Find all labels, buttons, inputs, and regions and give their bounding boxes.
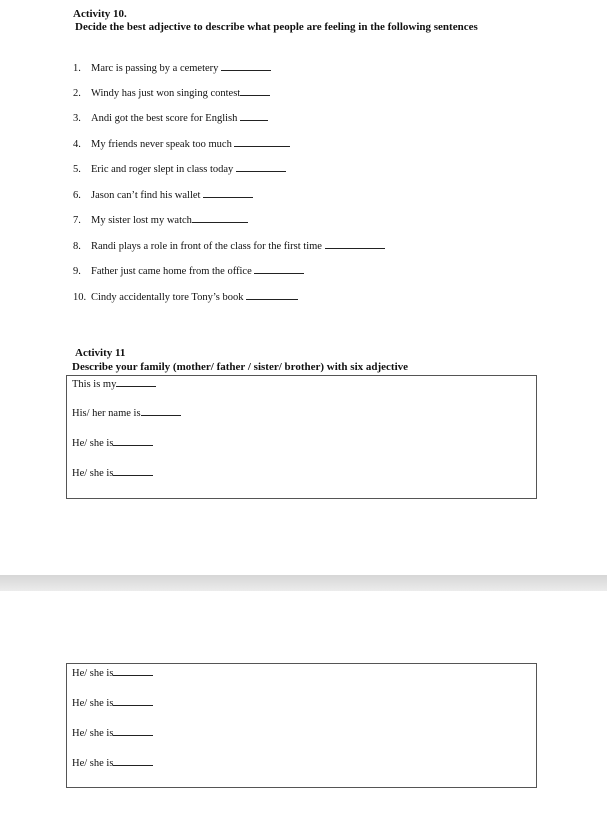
answer-blank[interactable] — [113, 696, 153, 706]
list-item — [73, 137, 290, 150]
answer-box-2 — [66, 663, 537, 788]
answer-blank[interactable] — [113, 436, 153, 446]
answer-blank[interactable] — [113, 756, 153, 766]
answer-blank[interactable] — [113, 466, 153, 476]
prompt-text: He/ she is — [72, 758, 114, 769]
item-text: My sister lost my watch — [91, 215, 192, 226]
prompt-text: His/ her name is — [72, 408, 141, 419]
list-item — [73, 290, 298, 303]
list-item — [73, 213, 248, 226]
answer-box-1 — [66, 375, 537, 499]
prompt-text: He/ she is — [72, 728, 114, 739]
page-break — [0, 575, 607, 591]
answer-line — [72, 436, 153, 449]
activity10-title: Activity 10. — [73, 8, 127, 20]
answer-blank[interactable] — [221, 61, 271, 71]
answer-blank[interactable] — [240, 86, 270, 96]
item-text: Jason can’t find his wallet — [91, 190, 204, 201]
item-text: Randi plays a role in front of the class for the first time — [91, 241, 325, 252]
item-text: Marc is passing by a cemetery — [91, 63, 222, 74]
activity10-instruction: Decide the best adjective to describe what people are feeling in the following sentences — [75, 21, 478, 33]
activity11-title: Activity 11 — [75, 347, 126, 359]
item-text: Windy has just won singing contest — [91, 88, 241, 99]
answer-blank[interactable] — [254, 264, 304, 274]
list-item — [73, 111, 268, 124]
answer-blank[interactable] — [113, 666, 153, 676]
answer-line — [72, 726, 153, 739]
list-item — [73, 86, 270, 99]
item-number: 9. — [73, 266, 81, 277]
prompt-text: This is my — [72, 379, 117, 390]
list-item — [73, 239, 385, 252]
item-number: 3. — [73, 113, 81, 124]
answer-blank[interactable] — [240, 111, 268, 121]
list-item — [73, 61, 271, 74]
answer-line — [72, 377, 156, 390]
answer-blank[interactable] — [325, 239, 385, 249]
list-item — [73, 188, 253, 201]
prompt-text: He/ she is — [72, 668, 114, 679]
activity11-instruction: Describe your family (mother/ father / sister/ brother) with six adjective — [72, 361, 409, 373]
item-text: Father just came home from the office — [91, 266, 255, 277]
answer-blank[interactable] — [234, 137, 290, 147]
answer-line — [72, 466, 153, 479]
item-number: 6. — [73, 190, 81, 201]
item-number: 8. — [73, 241, 81, 252]
item-number: 5. — [73, 164, 81, 175]
answer-blank[interactable] — [203, 188, 253, 198]
prompt-text: He/ she is — [72, 698, 114, 709]
item-number: 4. — [73, 139, 81, 150]
answer-blank[interactable] — [192, 213, 248, 223]
item-number: 1. — [73, 63, 81, 74]
answer-blank[interactable] — [141, 406, 181, 416]
list-item — [73, 264, 304, 277]
answer-blank[interactable] — [113, 726, 153, 736]
answer-line — [72, 666, 153, 679]
prompt-text: He/ she is — [72, 438, 114, 449]
answer-line — [72, 756, 153, 769]
list-item — [73, 162, 286, 175]
answer-blank[interactable] — [116, 377, 156, 387]
item-text: Cindy accidentally tore Tony’s book — [91, 292, 247, 303]
item-text: My friends never speak too much — [91, 139, 235, 150]
item-text: Eric and roger slept in class today — [91, 164, 236, 175]
item-number: 10. — [73, 292, 87, 303]
item-text: Andi got the best score for English — [91, 113, 241, 124]
answer-blank[interactable] — [236, 162, 286, 172]
answer-blank[interactable] — [246, 290, 298, 300]
answer-line — [72, 696, 153, 709]
item-number: 2. — [73, 88, 81, 99]
answer-line — [72, 406, 181, 419]
item-number: 7. — [73, 215, 81, 226]
prompt-text: He/ she is — [72, 468, 114, 479]
